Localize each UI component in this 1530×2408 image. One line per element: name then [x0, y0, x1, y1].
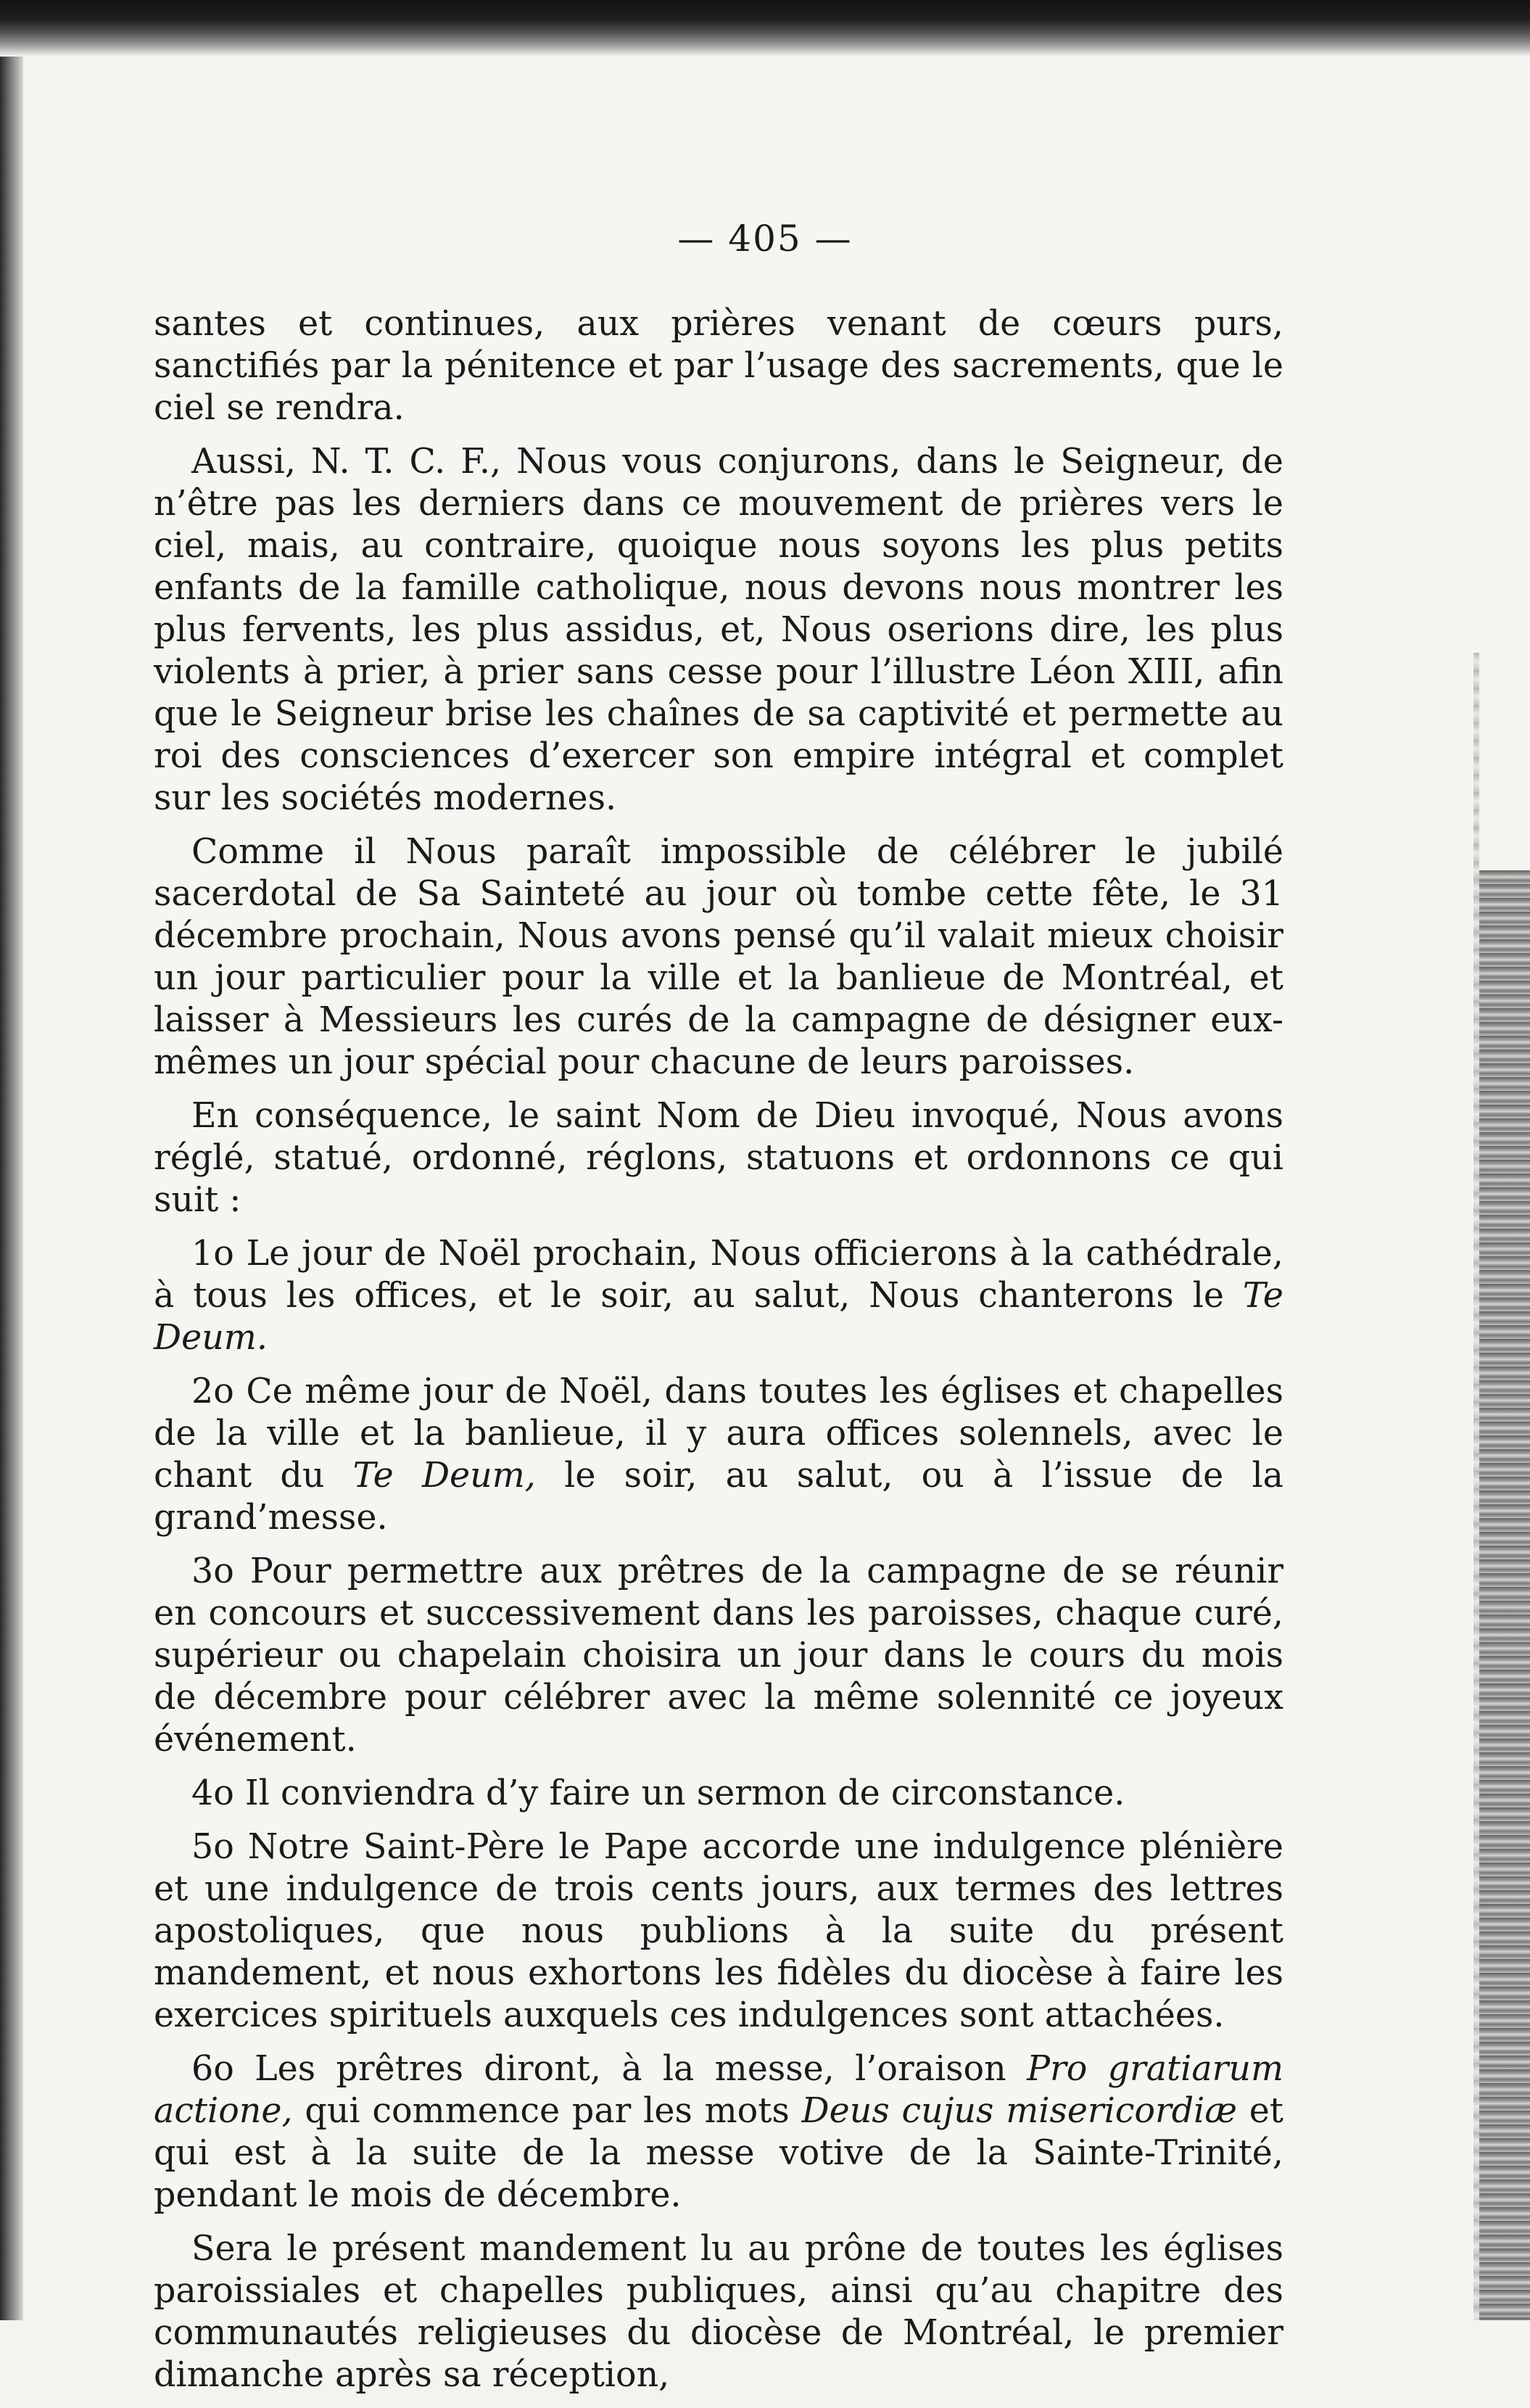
ordinance-item-5: 5o Notre Saint-Père le Pape accorde une indulgence plénière et une indulgence de trois cents jours, aux termes des lettres apostoliques, que nous publions à la suite du présent mandement, et nous exhortons les fidèles du diocèse à faire les exercices spirituels auxquels ces indulgences sont attachées.: [154, 1827, 1283, 2035]
scan-right-margin-noise: [1473, 653, 1479, 2320]
paragraph-conjure: Aussi, N. T. C. F., Nous vous conjurons, dans le Seigneur, de n’être pas les derniers dans ce mouvement de prières vers le ciel, mais, au contraire, quoique nous soyons les plus petits enfants de la famille catholique, nous devons nous montrer les plus fervents, les plus assidus, et, Nous oserions dire, les plus violents à prier, à prier sans cesse pour l’illustre Léon XIII, afin que le Seigneur brise les chaînes de sa captivité et permette au roi des consciences d’exercer son empire intégral et complet sur les sociétés modernes.: [154, 442, 1283, 818]
scan-left-edge: [0, 57, 23, 2320]
ordinance-item-4: 4o Il conviendra d’y faire un sermon de circonstance.: [191, 1773, 1125, 1813]
item-2-text-end: le soir, au salut, ou à l’issue de la grand’messe.: [154, 1456, 1284, 1538]
scan-right-edge: [1479, 870, 1530, 2320]
item-6-text-middle: qui commence par les mots: [292, 2091, 802, 2131]
ordinance-item-2: [154, 1371, 1283, 1539]
ordinance-item-6: [154, 2048, 1283, 2217]
item-6-text-end: et qui est à la suite de la messe votive de la Sainte-Trinité, pendant le mois de décembre.: [154, 2091, 1283, 2215]
paragraph-jubile: Comme il Nous paraît impossible de célébrer le jubilé sacerdotal de Sa Sainteté au jour où tombe cette fête, le 31 décembre prochain, Nous avons pensé qu’il valait mieux choisir un jour particulier pour la ville et la banlieue de Montréal, et laisser à Messieurs les curés de la campagne de désigner eux-mêmes un jour spécial pour chacune de leurs paroisses.: [154, 832, 1283, 1082]
item-1-text: 1o Le jour de Noël prochain, Nous officierons à la cathédrale, à tous les offices, et le soir, au salut, Nous chanterons le: [154, 1234, 1283, 1316]
ordinance-item-3: 3o Pour permettre aux prêtres de la campagne de se réunir en concours et successivement dans les paroisses, chaque curé, supérieur ou chapelain choisira un jour dans le cours du mois de décembre pour célébrer avec la même solennité ce joyeux événement.: [154, 1551, 1283, 1760]
ordinance-item-1: [154, 1233, 1283, 1359]
paragraph-closing: Sera le présent mandement lu au prône de toutes les églises paroissiales et chapelles publiques, ainsi qu’au chapitre des communautés religieuses du diocèse de Montréal, le premier dimanche après sa réception,: [154, 2229, 1283, 2395]
item-2-text-start: 2o Ce même jour de Noël, dans toutes les églises et chapelles de la ville et la banlieue, il y aura offices solennels, avec le chant du: [154, 1372, 1283, 1496]
item-2-te-deum: Te Deum,: [352, 1456, 536, 1496]
item-1-te-deum: Te Deum.: [154, 1276, 1283, 1358]
paragraph-continuation: santes et continues, aux prières venant de cœurs purs, sanctifiés par la pénitence et par l’usage des sacrements, que le ciel se rendra.: [154, 304, 1283, 428]
item-6-latin-words: Deus cujus misericordiæ: [801, 2091, 1237, 2131]
scan-top-edge: [0, 0, 1530, 57]
item-6-latin-prayer: Pro gratiarum actione,: [154, 2049, 1283, 2131]
page-number: — 405 —: [677, 218, 853, 260]
item-6-text-start: 6o Les prêtres diront, à la messe, l’oraison: [191, 2049, 1027, 2089]
paragraph-consequence: En conséquence, le saint Nom de Dieu invoqué, Nous avons réglé, statué, ordonné, réglons, statuons et ordonnons ce qui suit :: [154, 1096, 1283, 1220]
document-body: [154, 303, 1283, 2408]
